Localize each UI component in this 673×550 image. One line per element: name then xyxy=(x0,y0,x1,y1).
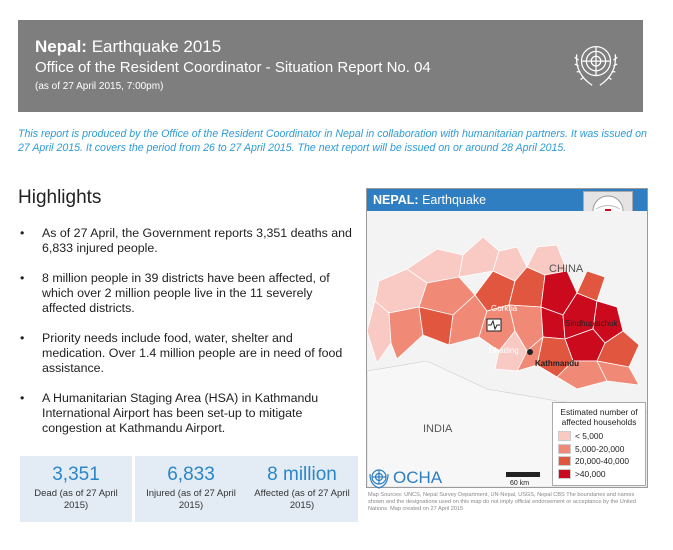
bullet-icon: • xyxy=(20,271,25,285)
highlight-item: • 8 million people in 39 districts have been affected, of which over 2 million people live in the 11 severely affected districts. xyxy=(20,271,330,315)
legend-item: 20,000-40,000 xyxy=(558,455,640,468)
stat-value: 3,351 xyxy=(52,464,100,485)
highlight-item: • A Humanitarian Staging Area (HSA) in Kathmandu International Airport has been set-up to mitigate congestion at Kathmandu Airport. xyxy=(20,391,319,435)
un-globe-icon xyxy=(368,467,390,489)
label-kathmandu: Kathmandu xyxy=(535,359,579,368)
map-title: NEPAL: Earthquake xyxy=(367,189,647,211)
legend-item: < 5,000 xyxy=(558,430,640,443)
ocha-name: OCHA xyxy=(393,468,443,487)
stat-label: Injured (as of 27 April 2015) xyxy=(146,488,236,511)
intro-text: This report is produced by the Office of the Resident Coordinator in Nepal in collaboration with humanitarian partners. It was issued on 27 April 2015. It covers the period from 26 to 27 April 2015. The next report will be issued on or around 28 April 2015. xyxy=(18,128,647,154)
highlights-list xyxy=(18,226,358,451)
report-title: Nepal: Earthquake 2015 xyxy=(35,37,222,56)
stat-value: 8 million xyxy=(267,464,337,485)
highlight-item: • As of 27 April, the Government reports 3,351 deaths and 6,833 injured people. xyxy=(20,226,352,255)
stat-value: 6,833 xyxy=(167,464,215,485)
stat-label: Dead (as of 27 April 2015) xyxy=(34,488,118,511)
label-india: INDIA xyxy=(423,423,453,435)
bullet-icon: • xyxy=(20,331,25,345)
bullet-icon: • xyxy=(20,391,25,405)
scale-label: 60 km xyxy=(510,480,530,487)
report-header xyxy=(18,20,643,112)
label-china: CHINA xyxy=(549,263,584,275)
map-legend xyxy=(552,402,646,486)
stat-label: Affected (as of 27 April 2015) xyxy=(254,488,350,511)
label-sindhupalchuk: Sindhupalchuk xyxy=(565,319,618,328)
kathmandu-marker-icon xyxy=(527,349,533,355)
legend-title: Estimated number of affected households xyxy=(560,407,638,427)
ocha-logo xyxy=(368,467,442,489)
legend-item: 5,000-20,000 xyxy=(558,443,640,456)
label-gorkha: Gorkha xyxy=(491,304,518,313)
highlights-title: Highlights xyxy=(18,187,102,208)
legend-item: >40,000 xyxy=(558,468,640,481)
report-subtitle: Office of the Resident Coordinator - Situation Report No. 04 xyxy=(35,59,431,76)
label-dhading: Dhading xyxy=(489,346,519,355)
stat-affected xyxy=(246,456,358,522)
stat-dead xyxy=(20,456,132,522)
stat-injured xyxy=(135,456,247,522)
highlight-item: • Priority needs include food, water, shelter and medication. Over 1.4 million people are in need of food assistance. xyxy=(20,331,343,375)
un-emblem-icon xyxy=(567,35,625,93)
report-date: (as of 27 April 2015, 7:00pm) xyxy=(35,81,164,92)
bullet-icon: • xyxy=(20,226,25,240)
scale-bar xyxy=(506,472,540,477)
map-source: Map Sources: UNCS, Nepal Survey Department, UN-Nepal, USGS, Nepal CBS The boundaries and names shown and the designations used on this map do not imply official endorsement or acceptance by the United Nations. Map created on 27 April 2015 xyxy=(368,492,636,512)
